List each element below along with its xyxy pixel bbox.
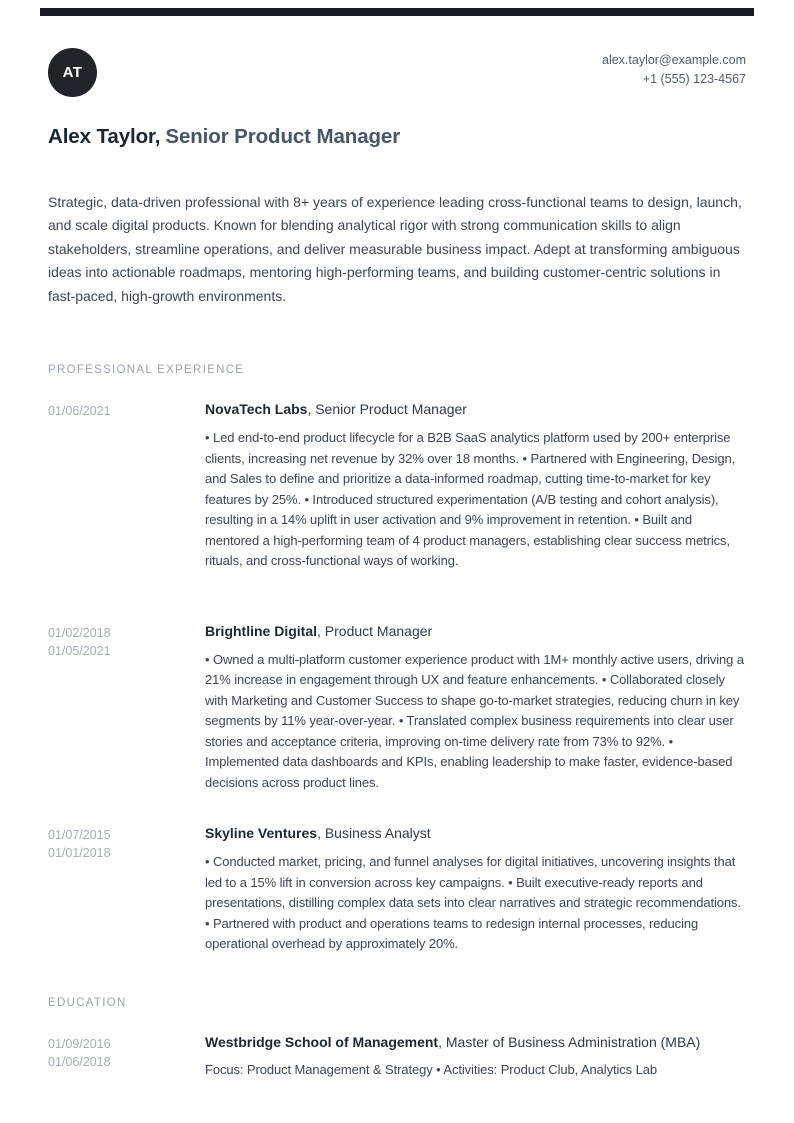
education-section-heading: EDUCATION — [48, 996, 127, 1009]
entry-description: • Conducted market, pricing, and funnel analyses for digital initiatives, uncovering insights that led to a 15% lift in conversion across key campaigns. • Built executive-ready reports and presentations, distilling complex data sets into clear narratives and strategic recommendations. • Partnered with product and operations teams to redesign internal processes, reducing operational overhead by approximately 20%. — [205, 854, 741, 952]
experience-entry — [48, 400, 746, 572]
contact-phone: +1 (555) 123-4567 — [642, 71, 746, 86]
top-accent-bar — [40, 8, 754, 16]
degree: , Master of Business Administration (MBA) — [438, 1033, 701, 1050]
entry-dates — [48, 622, 205, 794]
entry-dates — [48, 824, 205, 955]
entry-company: Skyline Ventures — [205, 825, 318, 842]
section-experience — [48, 364, 746, 955]
entry-company: Brightline Digital — [205, 622, 317, 639]
date-start: 01/07/2015 — [48, 828, 111, 843]
date-start: 01/06/2021 — [48, 404, 111, 419]
entry-dates — [48, 1033, 205, 1081]
school-name: Westbridge School of Management — [205, 1033, 439, 1050]
entry-title — [205, 622, 746, 640]
avatar-initials: AT — [62, 64, 83, 81]
entry-title — [205, 1033, 746, 1051]
page-title — [48, 124, 746, 150]
entry-description: • Owned a multi-platform customer experience product with 1M+ monthly active users, driving a 21% increase in engagement through UX and feature enhancements. • Collaborated closely with Marketing and Customer Success to shape go-to-market strategies, reducing churn in key segments by 11% year-over-year. • Translated complex business requirements into clear user stories and acceptance criteria, improving on-time delivery rate from 73% to 92%. • Implemented data dashboards and KPIs, enabling leadership to make faster, evidence-based decisions across product lines. — [205, 651, 744, 790]
date-end: 01/01/2018 — [48, 846, 111, 861]
entry-body — [205, 1033, 746, 1081]
summary-paragraph: Strategic, data-driven professional with 8+ years of experience leading cross-functional teams to design, launch, and scale digital products. Known for blending analytical rigor with strong communication skills to align stakeholders, streamline operations, and deliver measurable business impact. Adept at transforming ambiguous ideas into actionable roadmaps, mentoring high-performing teams, and building customer-centric solutions in fast-paced, high-growth environments. — [48, 194, 742, 304]
person-name: Alex Taylor, — [48, 125, 161, 148]
education-details: Focus: Product Management & Strategy • Activities: Product Club, Analytics Lab — [205, 1061, 657, 1077]
date-start: 01/02/2018 — [48, 625, 111, 640]
education-entry — [48, 1033, 746, 1081]
entry-body — [205, 824, 746, 955]
experience-entry — [48, 824, 746, 955]
entry-body — [205, 400, 746, 572]
date-end: 01/05/2021 — [48, 643, 111, 658]
entry-role: , Senior Product Manager — [307, 401, 467, 418]
entry-body — [205, 622, 746, 794]
avatar — [48, 48, 97, 97]
header — [48, 48, 746, 97]
entry-title — [205, 400, 746, 418]
entry-role: , Business Analyst — [317, 825, 431, 842]
entry-description: • Led end-to-end product lifecycle for a B2B SaaS analytics platform used by 200+ enterprise clients, increasing net revenue by 32% over 18 months. • Partnered with Engineering, Design, and Sales to define and prioritize a data-informed roadmap, cutting time-to-market for key features by 25%. • Introduced structured experimentation (A/B testing and cohort analysis), resulting in a 14% uplift in user activation and 9% improvement in retention. • Built and mentored a high-performing team of 4 product managers, establishing clear success metrics, rituals, and cross-functional ways of working. — [205, 430, 736, 569]
entry-dates — [48, 400, 205, 572]
entry-role: , Product Manager — [317, 622, 433, 639]
contact-info — [602, 48, 746, 88]
section-education — [48, 997, 746, 1081]
person-title: Senior Product Manager — [165, 125, 401, 148]
contact-email: alex.taylor@example.com — [602, 53, 746, 67]
entry-title — [205, 824, 746, 842]
experience-entry — [48, 622, 746, 794]
date-end: 01/06/2018 — [48, 1054, 111, 1069]
date-start: 01/09/2016 — [48, 1036, 111, 1051]
entry-company: NovaTech Labs — [205, 401, 308, 418]
experience-section-heading: PROFESSIONAL EXPERIENCE — [48, 364, 245, 377]
